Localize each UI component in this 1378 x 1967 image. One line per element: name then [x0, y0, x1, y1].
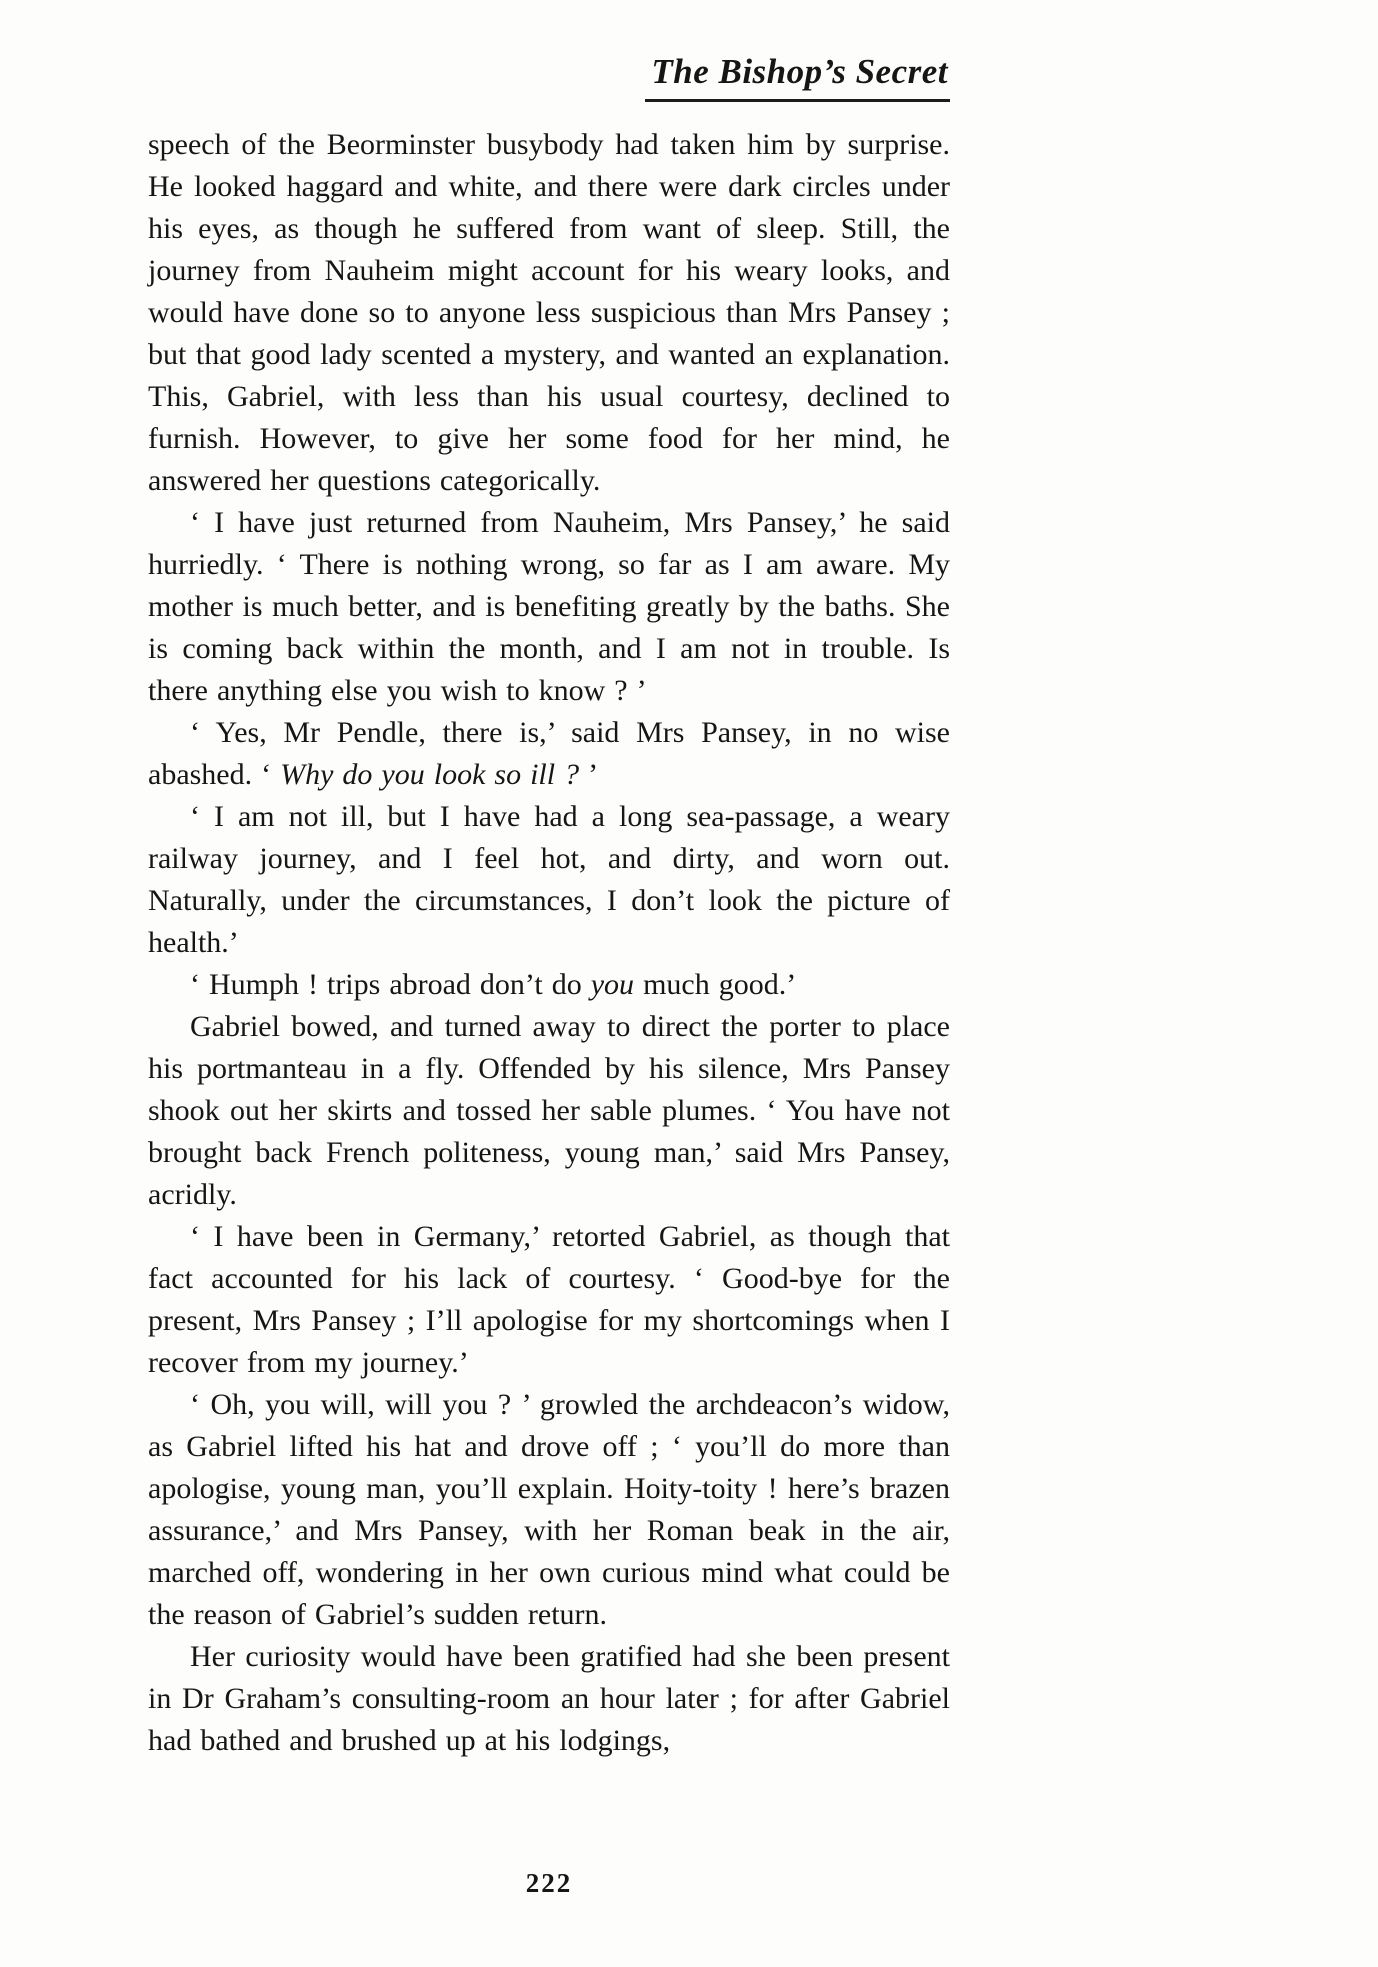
- text-run: ’: [579, 758, 599, 791]
- text-run: much good.’: [634, 968, 797, 1001]
- text-run: ‘ Humph ! trips abroad don’t do: [190, 968, 591, 1001]
- running-head: [148, 52, 950, 102]
- page-content: [148, 52, 950, 1762]
- page-number: 222: [525, 1868, 573, 1898]
- text-run: ‘ I have just returned from Nauheim, Mrs Pansey,’ he said hurriedly. ‘ There is nothing wrong, so far as I am aware. My mother is much better, and is benefiting greatly by the baths. She is coming back within the month, and I am not in trouble. Is there anything else you wish to know ? ’: [148, 506, 950, 707]
- text-run: speech of the Beorminster busybody had taken him by surprise. He looked haggard and white, and there were dark circles under his eyes, as though he suffered from want of sleep. Still, the journey from Nauheim might account for his weary looks, and would have done so to anyone less suspicious than Mrs Pansey ; but that good lady scented a mystery, and wanted an explanation. This, Gabriel, with less than his usual courtesy, declined to furnish. However, to give her some food for her mind, he answered her questions categorically.: [148, 128, 950, 497]
- italic-text-run: Why do you look so ill ?: [280, 758, 580, 791]
- paragraph: [148, 1384, 950, 1636]
- body-text: [148, 124, 950, 1762]
- paragraph: [148, 1636, 950, 1762]
- paragraph: [148, 502, 950, 712]
- italic-text-run: you: [590, 968, 635, 1001]
- text-run: Her curiosity would have been gratified had she been present in Dr Graham’s consulting-room an hour later ; for after Gabriel had bathed and brushed up at his lodgings,: [148, 1640, 950, 1757]
- text-run: ‘ Yes, Mr Pendle, there is,’ said Mrs Pansey, in no wise abashed. ‘: [148, 716, 950, 791]
- paragraph: [148, 1216, 950, 1384]
- text-run: ‘ I have been in Germany,’ retorted Gabriel, as though that fact accounted for his lack of courtesy. ‘ Good-bye for the present, Mrs Pansey ; I’ll apologise for my shortcomings when I recover from my journey.’: [148, 1220, 950, 1379]
- paragraph: [148, 796, 950, 964]
- paragraph: [148, 1006, 950, 1216]
- text-run: Gabriel bowed, and turned away to direct the porter to place his portmanteau in a fly. Offended by his silence, Mrs Pansey shook out her skirts and tossed her sable plumes. ‘ You have not brought back French politeness, young man,’ said Mrs Pansey, acridly.: [148, 1010, 950, 1211]
- paragraph: [148, 712, 950, 796]
- text-run: ‘ Oh, you will, will you ? ’ growled the archdeacon’s widow, as Gabriel lifted his hat and drove off ; ‘ you’ll do more than apologise, young man, you’ll explain. Hoity-toity ! here’s brazen assurance,’ and Mrs Pansey, with her Roman beak in the air, marched off, wondering in her own curious mind what could be the reason of Gabriel’s sudden return.: [148, 1388, 950, 1631]
- running-head-title: The Bishop’s Secret: [645, 52, 950, 102]
- paragraph: [148, 964, 950, 1006]
- text-run: ‘ I am not ill, but I have had a long sea-passage, a weary railway journey, and I feel hot, and dirty, and worn out. Naturally, under the circumstances, I don’t look the picture of health.’: [148, 800, 950, 959]
- paragraph: [148, 124, 950, 502]
